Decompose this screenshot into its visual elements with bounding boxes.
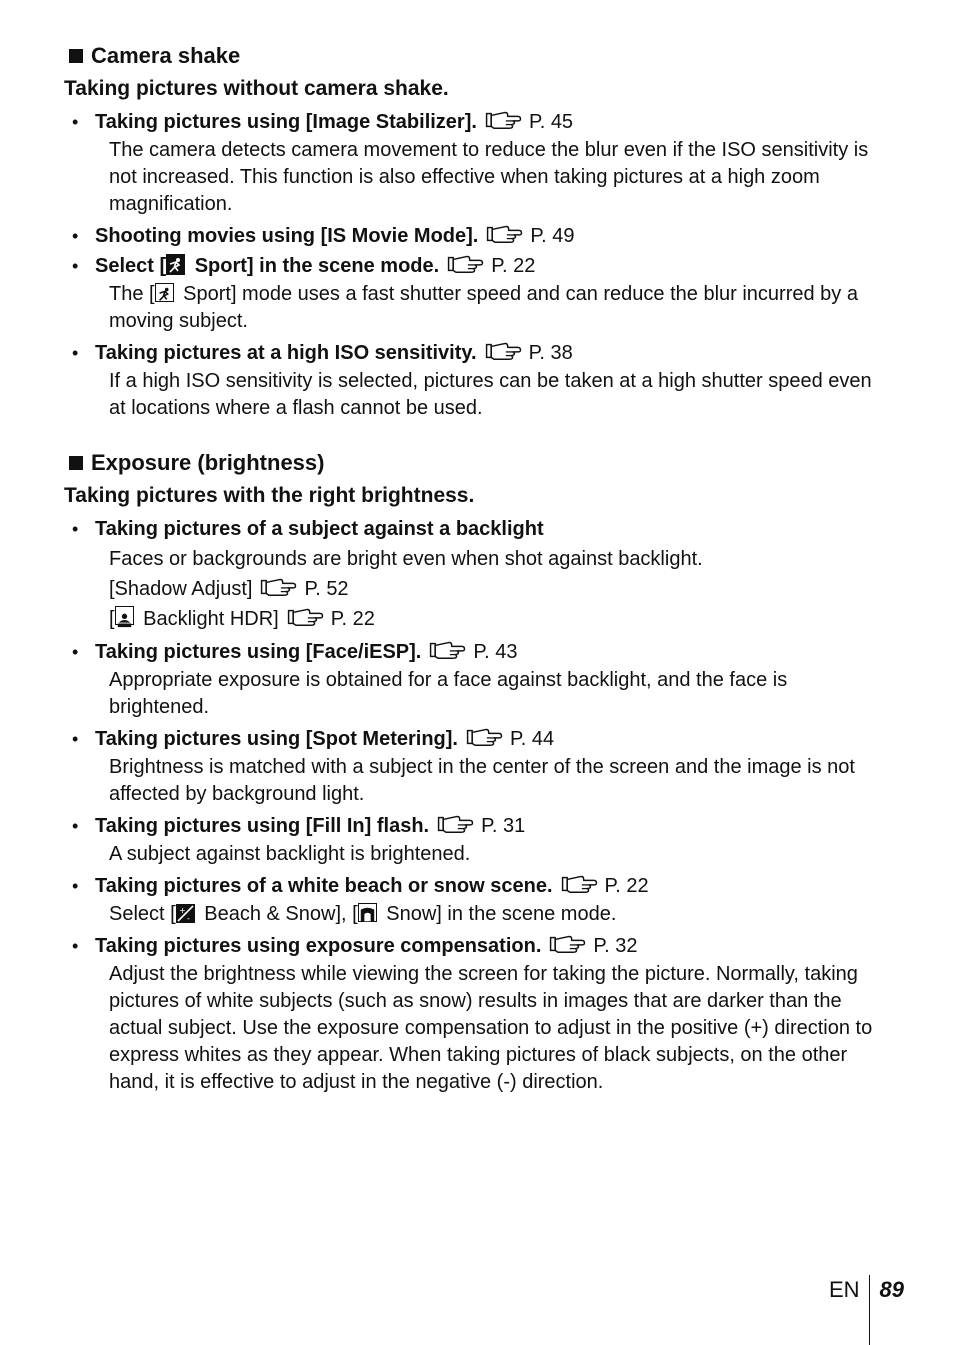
list-item (64, 251, 884, 338)
page-reference-icon (466, 726, 504, 748)
item-body: Brightness is matched with a subject in the center of the screen and the image is not affected by background light. (109, 756, 855, 805)
section-lead: Taking pictures with the right brightness. (64, 484, 475, 507)
black-square-icon (69, 49, 83, 63)
section-heading (69, 447, 884, 479)
page-reference: P. 45 (528, 111, 574, 133)
list-item (64, 107, 884, 221)
page-reference: P. 31 (481, 815, 526, 837)
bullet: • (72, 936, 79, 956)
page-reference-icon (485, 109, 523, 131)
bullet: • (72, 343, 79, 363)
item-heading: Taking pictures using [Face/iESP]. P. 43 (95, 641, 518, 663)
page-footer (829, 1275, 904, 1345)
list-item (64, 811, 884, 871)
item-heading: Taking pictures of a subject against a backlight (95, 518, 544, 540)
list-item (64, 637, 884, 724)
item-body: Faces or backgrounds are bright even when shot against backlight. [Shadow Adjust] P. 52 [ Backlight HDR] P. 22 (109, 548, 703, 630)
page-reference-icon (447, 253, 485, 275)
page-reference-icon (486, 223, 524, 245)
bullet: • (72, 226, 79, 246)
beach-snow-icon (176, 904, 195, 923)
page-reference-icon (429, 639, 467, 661)
page-reference-icon (437, 813, 475, 835)
backlight-hdr-icon (115, 606, 134, 625)
black-square-icon (69, 456, 83, 470)
page-reference: P. 52 (304, 578, 349, 600)
section-heading (69, 40, 884, 72)
section-title: Camera shake (91, 43, 241, 68)
item-heading: Taking pictures of a white beach or snow scene. P. 22 (95, 875, 649, 897)
bullet: • (72, 876, 79, 896)
item-heading: Shooting movies using [IS Movie Mode]. P. 49 (95, 225, 575, 247)
bullet: • (72, 729, 79, 749)
list-item (64, 514, 884, 637)
bullet: • (72, 642, 79, 662)
page-reference: P. 22 (330, 608, 375, 630)
language-label: EN (828, 1277, 860, 1302)
bullet: • (72, 816, 79, 836)
item-heading: Taking pictures at a high ISO sensitivity. P. 38 (95, 342, 573, 364)
sport-mode-icon (155, 283, 174, 302)
list-item (64, 871, 884, 931)
divider (869, 1275, 870, 1345)
page-content (64, 40, 884, 1121)
section-camera-shake (64, 40, 884, 425)
item-heading: Select [ Sport] in the scene mode. P. 22 (95, 255, 536, 277)
page-reference-icon (287, 606, 325, 628)
page-reference-icon (549, 933, 587, 955)
snow-icon (358, 903, 377, 922)
page-reference: P. 32 (593, 935, 638, 957)
page-reference: P. 43 (473, 641, 518, 663)
page-reference-icon (485, 340, 523, 362)
item-heading: Taking pictures using exposure compensation. P. 32 (95, 935, 638, 957)
page-reference-icon (561, 873, 599, 895)
item-body: Select [ + - Beach & Snow], [ Snow] in the scene mode. (109, 903, 617, 925)
page-reference: P. 22 (604, 875, 649, 897)
svg-text:+: + (178, 906, 186, 915)
section-exposure (64, 447, 884, 1099)
bullet: • (72, 519, 79, 539)
item-body: The camera detects camera movement to reduce the blur even if the ISO sensitivity is not increased. This function is also effective when taking pictures at a high zoom magnification. (109, 139, 869, 215)
item-body: Appropriate exposure is obtained for a face against backlight, and the face is brightened. (109, 669, 788, 718)
sport-mode-icon (166, 254, 185, 273)
section-lead: Taking pictures without camera shake. (64, 77, 449, 100)
list-item (64, 724, 884, 811)
svg-text:-: - (186, 914, 190, 923)
page-number: 89 (879, 1277, 904, 1302)
item-body: If a high ISO sensitivity is selected, pictures can be taken at a high shutter speed even at locations where a flash cannot be used. (109, 370, 872, 419)
item-heading: Taking pictures using [Spot Metering]. P. 44 (95, 728, 555, 750)
list-item (64, 338, 884, 425)
page-reference-icon (260, 576, 298, 598)
bullet: • (72, 112, 79, 132)
item-heading: Taking pictures using [Fill In] flash. P. 31 (95, 815, 526, 837)
item-body: Adjust the brightness while viewing the screen for taking the picture. Normally, taking pictures of white subjects (such as snow) results in images that are darker than the actual subject. Use the exposure compensation to adjust in the positive (+) direction to express whites as they appear. When taking pictures of black subjects, on the other hand, it is effective to adjust in the negative (-) direction. (109, 963, 873, 1093)
list-item (64, 221, 884, 251)
item-heading: Taking pictures using [Image Stabilizer]. P. 45 (95, 111, 574, 133)
page-reference: P. 49 (530, 225, 575, 247)
page-reference: P. 38 (528, 342, 573, 364)
section-title: Exposure (brightness) (91, 450, 325, 475)
list-item (64, 931, 884, 1099)
item-body: The [ Sport] mode uses a fast shutter speed and can reduce the blur incurred by a moving subject. (109, 283, 858, 332)
page-reference: P. 22 (491, 255, 536, 277)
item-body: A subject against backlight is brightened. (109, 843, 471, 865)
page-reference: P. 44 (509, 728, 555, 750)
bullet: • (72, 256, 79, 276)
